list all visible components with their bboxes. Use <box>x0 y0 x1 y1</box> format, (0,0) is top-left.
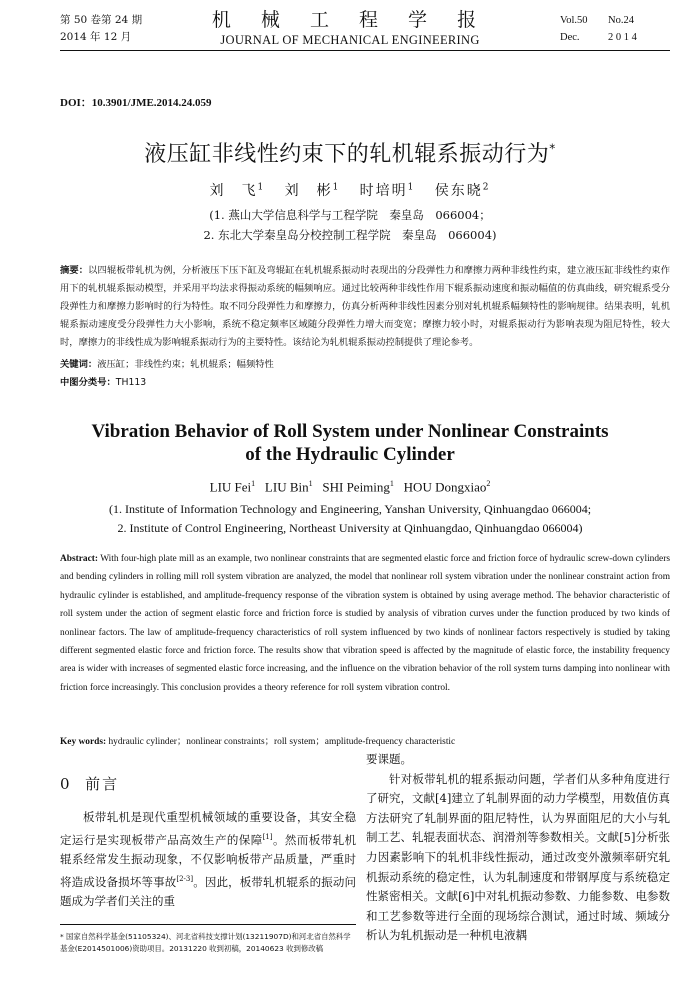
journal-name-en: JOURNAL OF MECHANICAL ENGINEERING <box>220 33 480 47</box>
author-en-3: SHI Peiming <box>322 479 390 495</box>
footnote-rule <box>60 924 356 925</box>
abstract-en-label: Abstract: <box>60 554 99 564</box>
abstract-cn <box>60 262 670 352</box>
author-cn-4: 侯东晓 <box>434 183 483 199</box>
issue-no-en: No.24 <box>608 15 634 26</box>
citation-ref[interactable]: [1] <box>262 832 273 841</box>
issue-date: 2014 年 12 月 <box>60 31 132 43</box>
month-en: Dec. <box>560 32 580 43</box>
volume-issue: 第 50 卷第 24 期 <box>60 14 143 26</box>
body-paragraph: 针对板带轧机的辊系振动问题，学者们从多种角度进行了研究，文献[4]建立了轧制界面的动力学模型，用数值仿真方法研究了轧制界面的阻尼特性，认为界面阻尼的大小与轧制工艺、轧辊表面状态、润滑剂等参数相关。文献[5]分析张力因素影响下的轧机非线性振动，通过改变外激频率研究轧机振动系统的稳定性，认为轧制速度和带钢厚度与系统稳定性紧密相关。文献[6]中对轧机振动参数、力能参数、电参数和工艺参数等进行全面的现场综合测试，通过时域、频域分析认为轧机振动是一种机电液耦 <box>366 771 670 943</box>
journal-name-cn: 机 械 工 程 学 报 <box>211 9 489 31</box>
body-column-left <box>60 808 356 912</box>
affiliation-cn-2: 2. 东北大学秦皇岛分校控制工程学院 秦皇岛 066004) <box>203 228 497 242</box>
classification-cn-label: 中图分类号： <box>60 377 116 388</box>
author-en-4: HOU Dongxiao <box>403 479 487 495</box>
keywords-en <box>60 733 455 747</box>
author-en-2: LIU Bin <box>264 479 309 495</box>
body-paragraph-continued: 要课题。 <box>366 752 412 766</box>
classification-cn-code: TH113 <box>115 377 147 388</box>
keywords-cn-text: 液压缸；非线性约束；轧机辊系；幅频特性 <box>97 359 274 370</box>
volume-en: Vol.50 <box>560 15 588 26</box>
footnote-funding: * 国家自然科学基金(51105324)、河北省科技支撑计划(13211907D)和河北省自然科学基金(E2014501006)资助项目。20131220 收到初稿，20140623 收到修改稿 <box>60 932 351 953</box>
author-en-3-aff: 1 <box>389 479 394 488</box>
abstract-cn-label: 摘要： <box>60 265 89 276</box>
title-cn-text: 液压缸非线性约束下的轧机辊系振动行为 <box>144 142 550 167</box>
author-en-1: LIU Fei <box>209 479 252 495</box>
body-text: 板带轧机是现代重型机械领域的重要设备，其安全稳定运行是实现板带产品高效生产的保障 <box>60 810 356 847</box>
doi[interactable]: DOI：10.3901/JME.2014.24.059 <box>60 97 212 109</box>
title-en <box>0 420 700 466</box>
affiliations-en <box>0 500 700 538</box>
authors-en <box>0 479 700 495</box>
affiliation-en-1: (1. Institute of Information Technology and Engineering, Yanshan University, Qinhuangdao 066004; <box>108 502 592 516</box>
author-cn-2-aff: 1 <box>332 182 341 193</box>
section-title: 前言 <box>85 775 120 793</box>
keywords-en-text: hydraulic cylinder；nonlinear constraints；roll system；amplitude-frequency characteristic <box>108 737 456 747</box>
abstract-cn-text: 以四辊板带轧机为例，分析液压下压下缸及弯辊缸在轧机辊系振动时表现出的分段弹性力和摩擦力两种非线性约束，建立液压缸非线性约束作用下的轧机辊系振动模型，并采用平均法求得振动系统的幅频响应。通过比较两种非线性作用下辊系振动速度和振动幅值的仿真曲线，研究辊系受分段弹性力和摩擦力影响时的行为特性。取不同分段弹性力和摩擦力，仿真分析两种非线性因素分别对轧机辊系幅频特性的影响规律。结果表明，轧机辊系振动速度受分段弹性力大小影响，系统不稳定频率区域随分段弹性力增大而变宽；摩擦力较小时，对辊系振动行为影响表现为阻尼特性，较大时，摩擦力的非线性成为影响辊系振动行为的主要特性。该结论为轧机辊系振动控制提供了理论参考。 <box>60 265 670 348</box>
header-rule <box>60 50 670 51</box>
author-cn-1-aff: 1 <box>257 182 266 193</box>
affiliations-cn <box>0 205 700 245</box>
author-cn-2: 刘 彬 <box>284 183 333 199</box>
body-text: 。然而板带轧机辊系经常发生振动现象，不仅影响板带产品质量，严重时将造成设备损坏等事故 <box>60 832 357 889</box>
classification-cn <box>60 374 146 392</box>
keywords-cn <box>60 356 274 374</box>
body-text: 。因此，板带轧机辊系的振动问题成为学者们关注的重 <box>60 874 357 909</box>
author-cn-1: 刘 飞 <box>209 183 258 199</box>
author-en-4-aff: 2 <box>486 479 491 488</box>
body-paragraph <box>60 808 356 912</box>
title-en-line-1: Vibration Behavior of Roll System under Nonlinear Constraints <box>91 421 609 442</box>
author-cn-3-aff: 1 <box>407 182 416 193</box>
abstract-en-text: With four-high plate mill as an example, two nonlinear constraints that are segmented elastic force and friction force of hydraulic screw-down cylinders and bending cylinders in rolling mill roll system vibration are analyzed, the model that nonlinear roll system vibration under the nonlinear constraint action from hydraulic cylinder is established, and amplitude-frequency response of the vibration system is obtained by using average method. The behavior characteristic of roll system under the action of segment elastic force and friction force is studied by analysis of vibration curves under the function produced by two kinds of nonlinear factors. The law of amplitude-frequency characteristics of roll system influenced by two kinds of nonlinear factors respectively is studied by taking different segmented elastic force and friction force. The results show that vibration speed is affected by the magnitude of elastic force, the instability frequency area is wider with increases of segmented elastic force increasing, and the influence on the vibration behavior of the roll system turns damping into nonlinear with friction force increasingly. This conclusion provides a theory reference for roll system vibration control. <box>60 554 670 693</box>
author-cn-3: 时培明 <box>359 183 408 199</box>
author-en-2-aff: 1 <box>308 479 313 488</box>
keywords-en-label: Key words: <box>60 737 107 747</box>
title-footnote-mark: * <box>549 141 556 156</box>
citation-ref[interactable]: [2-3] <box>176 874 194 883</box>
year-en: 2 0 1 4 <box>608 32 637 43</box>
section-heading-intro <box>60 773 119 794</box>
title-cn <box>0 137 700 168</box>
section-number: 0 <box>60 775 72 793</box>
affiliation-cn-1: (1. 燕山大学信息科学与工程学院 秦皇岛 066004； <box>209 208 491 222</box>
author-cn-4-aff: 2 <box>482 182 491 193</box>
keywords-cn-label: 关键词： <box>60 359 98 370</box>
abstract-en <box>60 550 670 697</box>
header-right <box>560 12 660 46</box>
affiliation-en-2: 2. Institute of Control Engineering, Northeast University at Qinhuangdao, Qinhuangdao 066004) <box>117 521 583 535</box>
authors-cn <box>0 180 700 200</box>
body-column-right <box>366 750 670 946</box>
title-en-line-2: of the Hydraulic Cylinder <box>245 444 455 465</box>
author-en-1-aff: 1 <box>251 479 256 488</box>
